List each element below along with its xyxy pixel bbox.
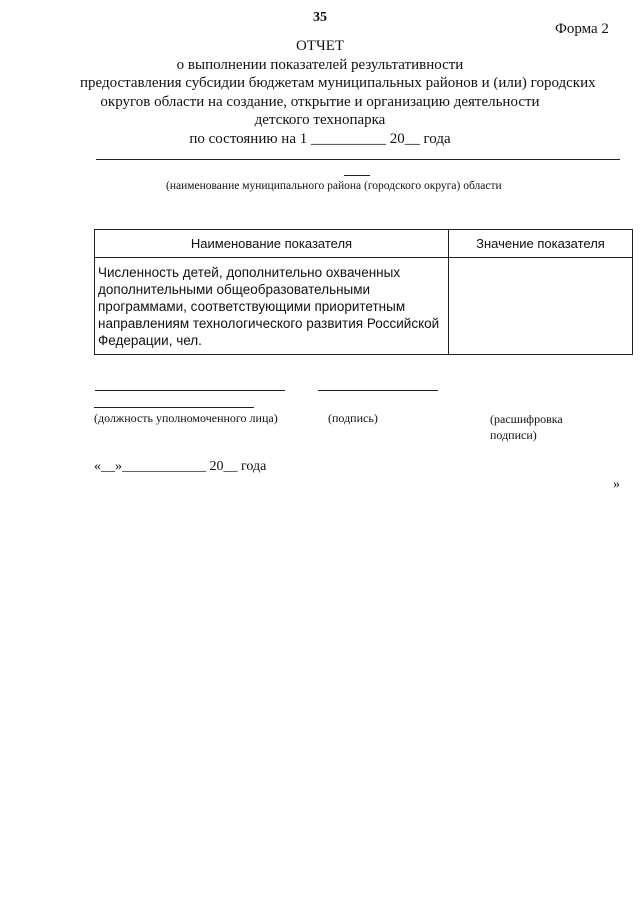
short-underline (344, 175, 370, 176)
closing-quote: » (613, 477, 620, 492)
signature-line (318, 390, 438, 391)
municipality-name-line (96, 159, 620, 160)
title-line: детского технопарка (254, 112, 386, 128)
column-header-value: Значение показателя (449, 230, 633, 258)
title-line: ОТЧЕТ (295, 38, 345, 54)
page-number: 35 (313, 10, 327, 25)
date-line: «__»____________ 20__ года (94, 459, 267, 474)
table-row (95, 258, 633, 355)
column-header-indicator: Наименование показателя (95, 230, 449, 258)
title-line: предоставления субсидии бюджетам муниципальных районов и (или) городских (80, 75, 596, 91)
decoding-caption: (расшифровка подписи) (490, 412, 563, 442)
position-signature-line (95, 390, 285, 391)
indicators-table (94, 229, 633, 355)
table-header-row (95, 230, 633, 258)
position-caption: (должность уполномоченного лица) (94, 411, 278, 425)
indicator-name-cell: Численность детей, дополнительно охваченных дополнительными общеобразовательными программами, соответствующими приоритетным направлениям технологического развития Российской Федерации, чел. (95, 258, 449, 355)
municipality-caption: (наименование муниципального района (городского округа) области (166, 180, 502, 192)
title-line: округов области на создание, открытие и организацию деятельности (100, 93, 540, 110)
signature-caption: (подпись) (328, 411, 378, 425)
position-underline (94, 407, 254, 408)
title-line: по состоянию на 1 __________ 20__ года (189, 130, 451, 147)
indicator-value-cell[interactable] (449, 258, 633, 355)
report-title (80, 37, 596, 148)
title-line: о выполнении показателей результативности (176, 56, 464, 73)
form-label: Форма 2 (555, 21, 609, 37)
